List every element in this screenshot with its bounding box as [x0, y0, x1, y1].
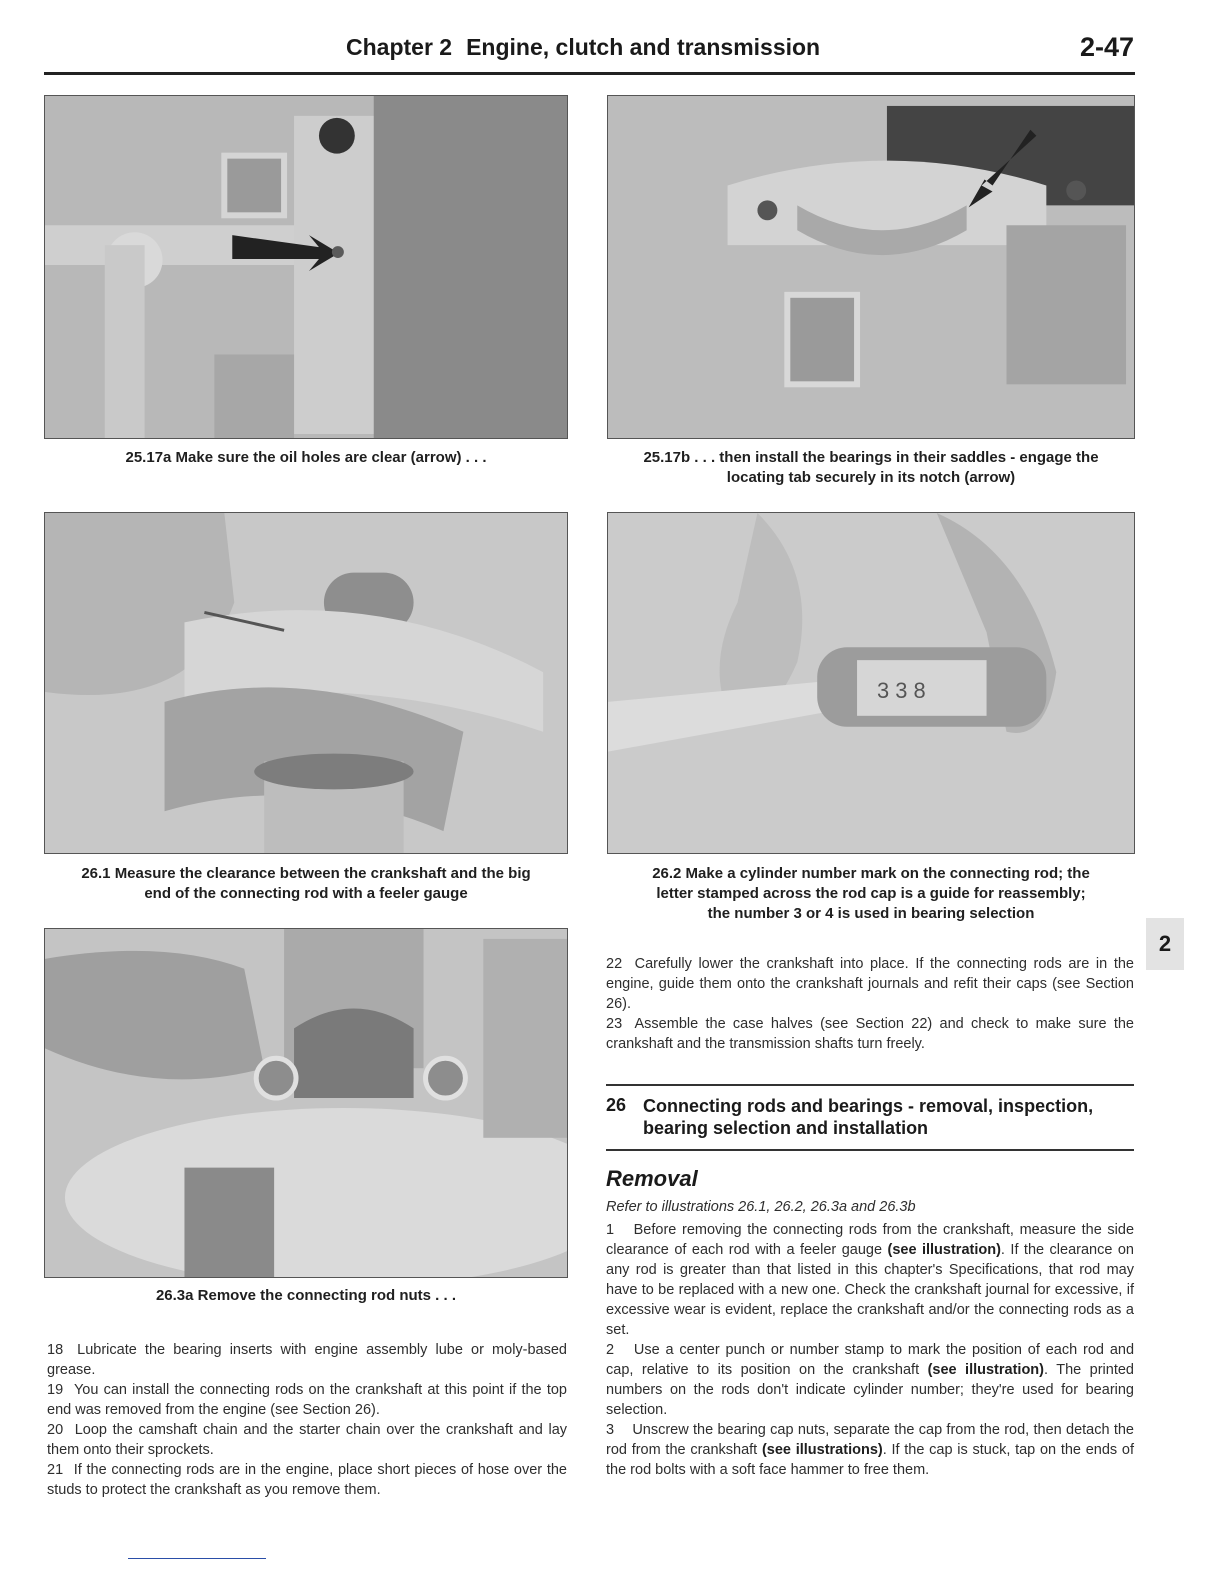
step-3-bold: (see illustrations)	[761, 1442, 883, 1458]
page-number: 2-47	[1080, 32, 1135, 62]
paragraph-20-number: 20	[47, 1422, 64, 1438]
caption-25-17a: 25.17a Make sure the oil holes are clear (arrow) . . .	[125, 449, 487, 466]
photo-26-1	[44, 512, 568, 854]
paragraph-20	[47, 1420, 567, 1460]
running-header	[346, 34, 820, 61]
caption-26-2	[607, 864, 1135, 924]
caption-26-1-line1: 26.1 Measure the clearance between the crankshaft and the big	[81, 865, 531, 882]
svg-text:3 3 8: 3 3 8	[876, 677, 926, 703]
paragraph-18-text: Lubricate the bearing inserts with engine assembly lube or moly-based grease.	[47, 1342, 567, 1378]
caption-26-3a: 26.3a Remove the connecting rod nuts . . .	[155, 1287, 457, 1304]
photo-25-17b	[607, 95, 1135, 439]
caption-26-2-line1: 26.2 Make a cylinder number mark on the connecting rod; the	[652, 865, 1090, 882]
paragraph-19-number: 19	[47, 1382, 64, 1398]
caption-25-17b-line2: locating tab securely in its notch (arrow)	[726, 469, 1016, 486]
caption-25-17b	[607, 448, 1135, 488]
illustration-reference: Refer to illustrations 26.1, 26.2, 26.3a and 26.3b	[606, 1199, 916, 1215]
step-3-number: 3	[606, 1422, 615, 1438]
chapter-thumb-tab: 2	[1146, 918, 1184, 970]
paragraph-22	[606, 954, 1134, 1014]
caption-26-1-line2: end of the connecting rod with a feeler gauge	[144, 885, 468, 902]
section-rule-bottom	[606, 1149, 1134, 1151]
step-1-text-b: . If the clearance on any rod is greater than that listed in this chapter's Specifications, that rod may have to be replaced with a new one. Check the crankshaft journal for excessive, if excessive wear is evident, replace the crankshaft and/or the connecting rods as a set.	[606, 1242, 1134, 1338]
paragraph-18	[47, 1340, 567, 1380]
step-2-number: 2	[606, 1342, 615, 1358]
step-2-text-b: . The printed numbers on the rods don't indicate cylinder number; they're used for bearing selection.	[606, 1362, 1134, 1418]
step-2-bold: (see illustration)	[927, 1362, 1044, 1378]
photo-25-17a	[44, 95, 568, 439]
section-number: 26	[606, 1095, 627, 1115]
paragraph-20-text: Loop the camshaft chain and the starter chain over the crankshaft and lay them onto their sprockets.	[47, 1422, 568, 1458]
photo-26-2	[607, 512, 1135, 854]
photo-26-3a	[44, 928, 568, 1278]
paragraph-23-text: Assemble the case halves (see Section 22) and check to make sure the crankshaft and the transmission shafts turn freely.	[606, 1016, 1134, 1052]
paragraph-18-number: 18	[47, 1342, 64, 1358]
step-1-number: 1	[606, 1222, 615, 1238]
paragraph-23	[606, 1014, 1134, 1054]
paragraph-19-text: You can install the connecting rods on the crankshaft at this point if the top end was removed from the engine (see Section 26).	[47, 1382, 567, 1418]
subheading-removal: Removal	[606, 1166, 698, 1191]
footer-rule	[128, 1558, 266, 1559]
step-1-text-a: Before removing the connecting rods from the crankshaft, measure the side clearance of each rod with a feeler gauge	[606, 1222, 1135, 1258]
chapter-title: Engine, clutch and transmission	[466, 34, 821, 60]
section-rule-top	[606, 1084, 1134, 1086]
step-2-text-a: Use a center punch or number stamp to mark the position of each rod and cap, relative to its position on the crankshaft	[606, 1342, 1135, 1378]
caption-26-1	[44, 864, 568, 904]
paragraph-23-number: 23	[606, 1016, 623, 1032]
paragraph-19	[47, 1380, 567, 1420]
section-title: Connecting rods and bearings - removal, inspection, bearing selection and installation	[643, 1096, 1094, 1138]
paragraph-21-text: If the connecting rods are in the engine, place short pieces of hose over the studs to protect the crankshaft as you remove them.	[47, 1462, 567, 1498]
caption-25-17b-line1: 25.17b . . . then install the bearings in their saddles - engage the	[643, 449, 1099, 466]
step-2	[606, 1340, 1134, 1420]
step-3	[606, 1420, 1134, 1480]
paragraph-22-text: Carefully lower the crankshaft into place. If the connecting rods are in the engine, guide them onto the crankshaft journals and refit their caps (see Section 26).	[606, 956, 1134, 1012]
caption-26-2-line3: the number 3 or 4 is used in bearing selection	[707, 905, 1035, 922]
step-1-bold: (see illustration)	[887, 1242, 1001, 1258]
chapter-label: Chapter 2	[346, 34, 453, 60]
header-rule	[44, 72, 1135, 75]
paragraph-21	[47, 1460, 567, 1500]
caption-26-2-line2: letter stamped across the rod cap is a guide for reassembly;	[656, 885, 1086, 902]
step-1	[606, 1220, 1134, 1340]
step-3-text-b: . If the cap is stuck, tap on the ends of the rod bolts with a soft face hammer to free them.	[606, 1442, 1134, 1478]
paragraph-21-number: 21	[47, 1462, 64, 1478]
step-3-text-a: Unscrew the bearing cap nuts, separate the cap from the rod, then detach the rod from the crankshaft	[606, 1422, 1135, 1458]
paragraph-22-number: 22	[606, 956, 623, 972]
